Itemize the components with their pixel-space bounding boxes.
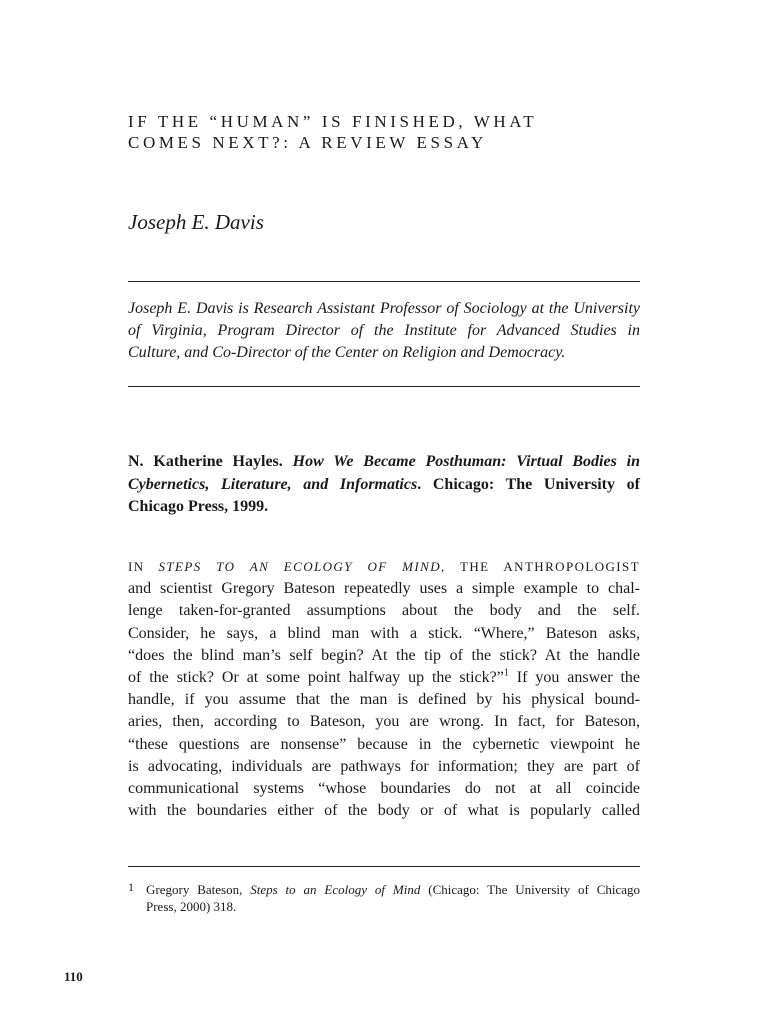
body-line: Consider, he says, a blind man with a stick. “Where,” Bateson asks,: [128, 624, 640, 642]
body-line-6-end: If you answer the: [508, 669, 640, 687]
body-line: and scientist Gregory Bateson repeatedly uses a simple example to chal-: [128, 580, 640, 598]
article-title-line-2: COMES NEXT?: A REVIEW ESSAY: [128, 133, 487, 152]
citation-book-title-1: How We Became Posthuman: Virtual Bodies in: [292, 453, 641, 470]
body-line: handle, if you assume that the man is defined by his physical bound-: [128, 691, 640, 709]
author-bio-line-2: of Virginia, Program Director of the Institute for Advanced Studies in: [128, 322, 640, 339]
body-line: with the boundaries either of the body or of what is popularly called: [128, 802, 640, 820]
author-bio-line-3: Culture, and Co-Director of the Center on Religion and Democracy.: [128, 344, 566, 361]
body-line: “does the blind man’s self begin? At the tip of the stick? At the handle: [128, 646, 640, 664]
citation-book-title-2: Cybernetics, Literature, and Informatics: [128, 475, 418, 493]
footnote-text: [146, 882, 640, 915]
body-line: lenge taken-for-granted assumptions about the body and the self.: [128, 602, 640, 620]
footnote-book-title: Steps to an Ecology of Mind: [250, 882, 421, 897]
author-bio: [128, 298, 640, 364]
citation-publisher-2: Chicago Press, 1999.: [128, 498, 269, 515]
footnote-text-a: Gregory Bateson,: [146, 882, 243, 897]
body-line-6-start: of the stick? Or at some point halfway up the stick?”: [128, 669, 504, 687]
footnote-reference[interactable]: 1: [503, 667, 509, 679]
body-lead-in: IN: [128, 559, 145, 574]
footnote-text-b: (Chicago: The University of Chicago: [428, 882, 641, 897]
footnote-line-2: Press, 2000) 318.: [146, 898, 237, 914]
body-line: “these questions are nonsense” because in the cybernetic viewpoint he: [128, 735, 640, 753]
body-line: communicational systems “whose boundaries do not at all coincide: [128, 780, 640, 798]
footnote-divider: [128, 866, 640, 867]
top-divider: [128, 281, 640, 282]
body-line: is advocating, individuals are pathways for information; they are part of: [128, 757, 640, 775]
body-line: aries, then, according to Bateson, you are wrong. In fact, for Bateson,: [128, 713, 640, 731]
footnote-number: 1: [128, 880, 134, 894]
body-lead-title: STEPS TO AN ECOLOGY OF MIND: [158, 559, 441, 574]
citation-publisher-1: . Chicago: The University of: [417, 475, 641, 493]
article-title-line-1: IF THE “HUMAN” IS FINISHED, WHAT: [128, 112, 538, 131]
body-line-lead: [128, 556, 640, 578]
citation-line-1: [128, 451, 640, 474]
essay-body: [128, 556, 640, 822]
body-lead-rest: , THE ANTHROPOLOGIST: [441, 559, 640, 574]
bottom-divider: [128, 386, 640, 387]
citation-line-2: [128, 474, 640, 497]
author-name: Joseph E. Davis: [128, 210, 264, 234]
citation-author: N. Katherine Hayles.: [128, 453, 283, 470]
article-title: [128, 111, 648, 153]
book-citation: [128, 451, 640, 519]
page-number: 110: [64, 969, 83, 984]
author-bio-line-1: Joseph E. Davis is Research Assistant Professor of Sociology at the University: [128, 300, 640, 317]
footnote-line-1: [146, 882, 640, 899]
body-line-with-footnote-ref: [128, 667, 640, 689]
